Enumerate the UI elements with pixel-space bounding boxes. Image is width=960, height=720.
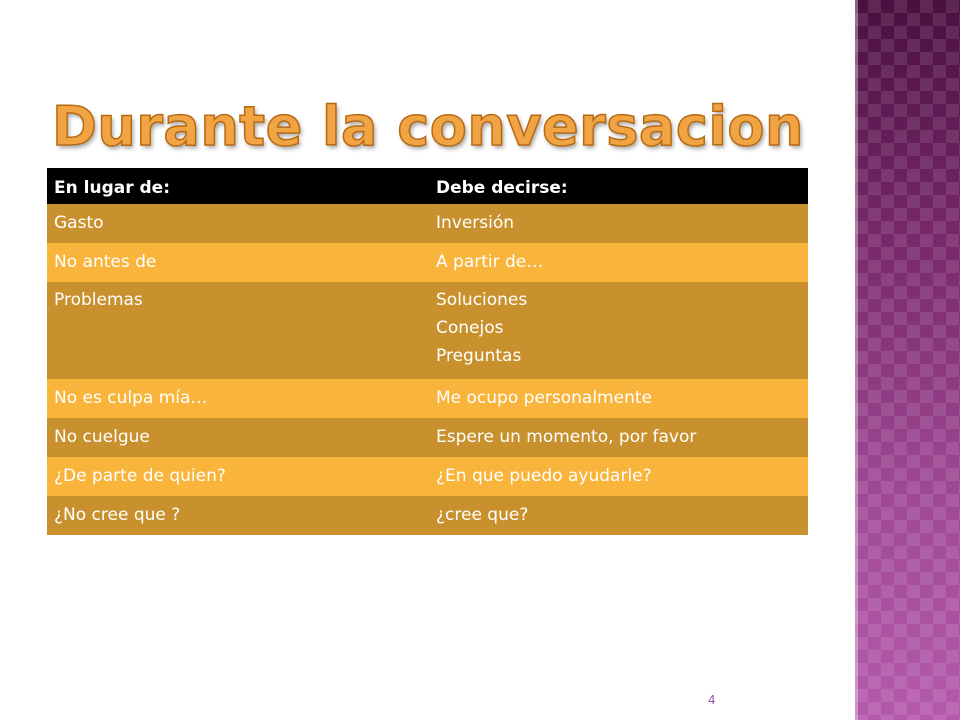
cell-line: Soluciones — [436, 290, 528, 310]
table-header-row — [47, 168, 808, 204]
cell-should-say: ¿En que puedo ayudarle? — [429, 457, 808, 496]
cell-instead-of: Gasto — [47, 204, 429, 243]
column-header-should-say: Debe decirse: — [429, 168, 808, 204]
cell-instead-of: ¿No cree que ? — [47, 496, 429, 535]
cell-instead-of: No cuelgue — [47, 418, 429, 457]
cell-instead-of: Problemas — [47, 282, 429, 379]
cell-line: Preguntas — [436, 346, 522, 366]
cell-should-say: A partir de… — [429, 243, 808, 282]
table-row — [47, 496, 808, 535]
table-row — [47, 204, 808, 243]
conversation-table — [47, 168, 808, 535]
table-row — [47, 282, 808, 379]
cell-should-say: Espere un momento, por favor — [429, 418, 808, 457]
cell-line: Conejos — [436, 318, 504, 338]
column-header-instead-of: En lugar de: — [47, 168, 429, 204]
side-panel-edge — [855, 0, 858, 720]
cell-instead-of: No antes de — [47, 243, 429, 282]
cell-should-say: Me ocupo personalmente — [429, 379, 808, 418]
page-number: 4 — [708, 693, 716, 707]
cell-should-say: Inversión — [429, 204, 808, 243]
cell-instead-of: No es culpa mía… — [47, 379, 429, 418]
table-row — [47, 418, 808, 457]
table-row — [47, 243, 808, 282]
decorative-side-panel — [855, 0, 960, 720]
cell-instead-of: ¿De parte de quien? — [47, 457, 429, 496]
table-row — [47, 457, 808, 496]
cell-should-say — [429, 282, 808, 379]
slide-title: Durante la conversacion — [52, 95, 804, 158]
table-row — [47, 379, 808, 418]
cell-should-say: ¿cree que? — [429, 496, 808, 535]
